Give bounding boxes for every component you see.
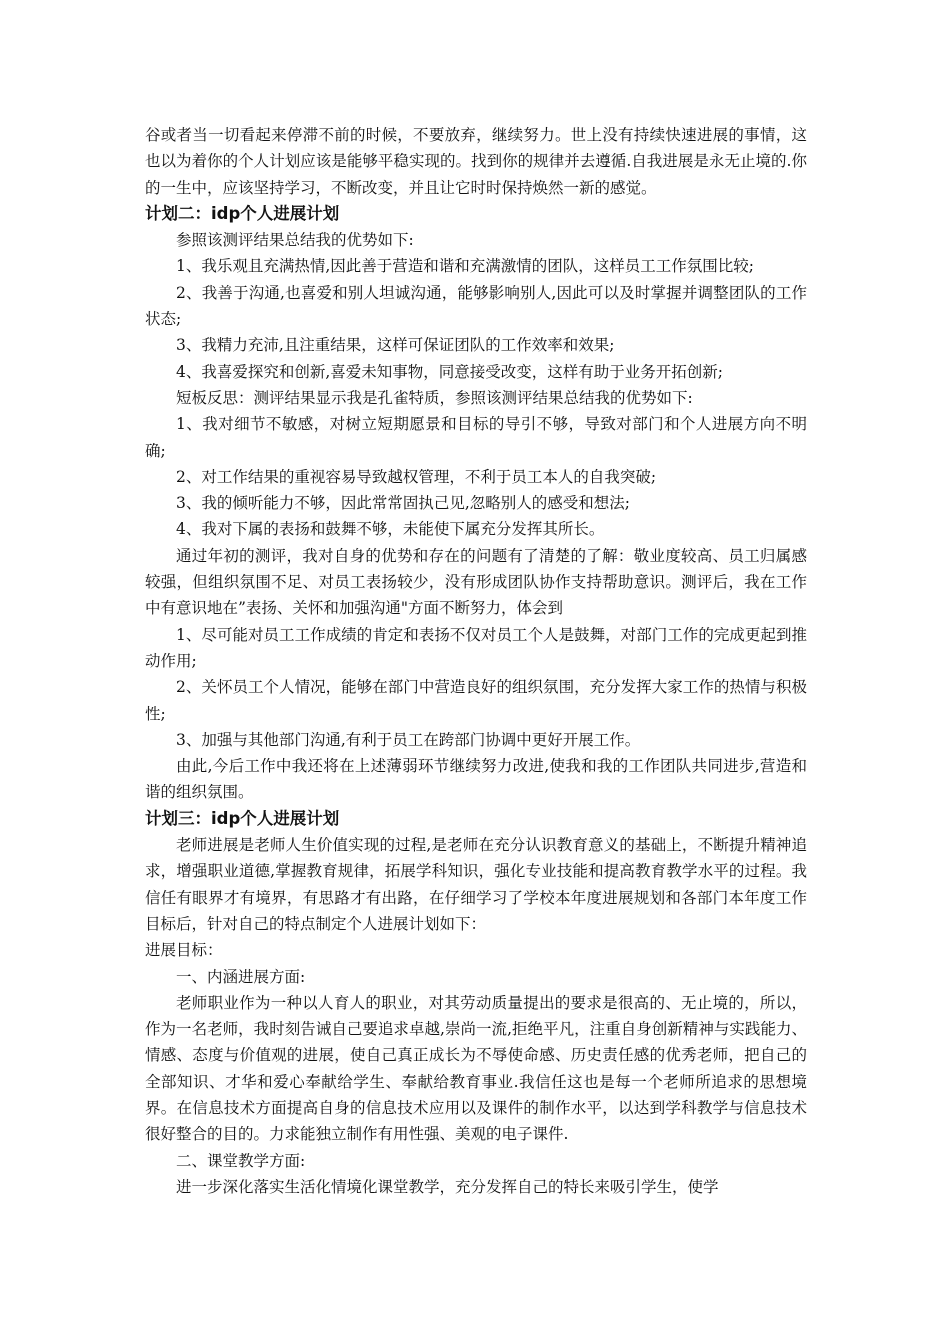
plan3-heading: 计划三：idp个人进展计划 [145, 808, 340, 828]
plan2-paragraph: 由此,今后工作中我还将在上述薄弱环节继续努力改进,使我和我的工作团队共同进步,营造和谐的组织氛围。 [145, 757, 807, 802]
intro-paragraph: 谷或者当一切看起来停滞不前的时候，不要放弃，继续努力。世上没有持续快速进展的事情，这也以为着你的个人计划应该是能够平稳实现的。找到你的规律并去遵循.自我进展是永无止境的.你的一生中，应该坚持学习，不断改变，并且让它时时保持焕然一新的感觉。 [145, 126, 807, 197]
plan3-paragraph: 二、课堂教学方面: [176, 1151, 306, 1170]
plan2-paragraph: 3、我精力充沛,且注重结果，这样可保证团队的工作效率和效果; [176, 336, 615, 355]
plan2-paragraph: 1、尽可能对员工工作成绩的肯定和表扬不仅对员工个人是鼓舞，对部门工作的完成更起到推动作用; [145, 625, 807, 670]
plan2-paragraph: 4、我对下属的表扬和鼓舞不够，未能使下属充分发挥其所长。 [176, 520, 605, 539]
plan2-heading: 计划二：idp个人进展计划 [145, 203, 340, 223]
plan2-paragraph: 3、加强与其他部门沟通,有利于员工在跨部门协调中更好开展工作。 [176, 730, 641, 749]
plan3-paragraph: 老师进展是老师人生价值实现的过程,是老师在充分认识教育意义的基础上，不断提升精神追求，增强职业道德,掌握教育规律，拓展学科知识，强化专业技能和提高教育教学水平的过程。我信任有眼界才有境界，有思路才有出路，在仔细学习了学校本年度进展规划和各部门本年度工作目标后，针对自己的特点制定个人进展计划如下： [145, 836, 807, 933]
plan2-paragraph: 2、对工作结果的重视容易导致越权管理，不利于员工本人的自我突破; [176, 467, 657, 486]
plan3-paragraph: 进一步深化落实生活化情境化课堂教学，充分发挥自己的特长来吸引学生，使学 [176, 1177, 719, 1196]
plan3-paragraph: 进展目标： [145, 941, 223, 960]
plan2-paragraph: 1、我对细节不敏感，对树立短期愿景和目标的导引不够，导致对部门和个人进展方向不明确; [145, 415, 807, 460]
plan2-paragraph: 3、我的倾听能力不够，因此常常固执己见,忽略别人的感受和想法; [176, 494, 631, 513]
plan3-paragraph: 老师职业作为一种以人育人的职业，对其劳动质量提出的要求是很高的、无止境的，所以，作为一名老师，我时刻告诫自己要追求卓越,崇尚一流,拒绝平凡，注重自身创新精神与实践能力、情感、态度与价值观的进展，使自己真正成长为不辱使命感、历史责任感的优秀老师，把自己的全部知识、才华和爱心奉献给学生、奉献给教育事业.我信任这也是每一个老师所追求的思想境界。在信息技术方面提高自身的信息技术应用以及课件的制作水平，以达到学科教学与信息技术很好整合的目的。力求能独立制作有用性强、美观的电子课件. [145, 993, 807, 1144]
plan2-paragraph: 2、我善于沟通,也喜爱和别人坦诚沟通，能够影响别人,因此可以及时掌握并调整团队的工作状态; [145, 283, 807, 329]
plan2-paragraph: 2、关怀员工个人情况，能够在部门中营造良好的组织氛围，充分发挥大家工作的热情与积极性; [145, 678, 807, 723]
plan2-paragraph: 4、我喜爱探究和创新,喜爱未知事物，同意接受改变，这样有助于业务开拓创新; [176, 362, 724, 381]
document-page [145, 122, 807, 1200]
plan2-paragraph: 参照该测评结果总结我的优势如下: [176, 231, 414, 250]
plan3-paragraph: 一、内涵进展方面: [176, 967, 306, 986]
plan2-paragraph: 短板反思：测评结果显示我是孔雀特质，参照该测评结果总结我的优势如下: [176, 388, 693, 407]
plan2-paragraph: 通过年初的测评，我对自身的优势和存在的问题有了清楚的了解：敬业度较高、员工归属感较强，但组织氛围不足、对员工表扬较少，没有形成团队协作支持帮助意识。测评后，我在工作中有意识地在”表扬、关怀和加强沟通"方面不断努力，体会到 [145, 546, 807, 618]
plan2-paragraph: 1、我乐观且充满热情,因此善于营造和谐和充满激情的团队，这样员工工作氛围比较; [176, 257, 755, 276]
